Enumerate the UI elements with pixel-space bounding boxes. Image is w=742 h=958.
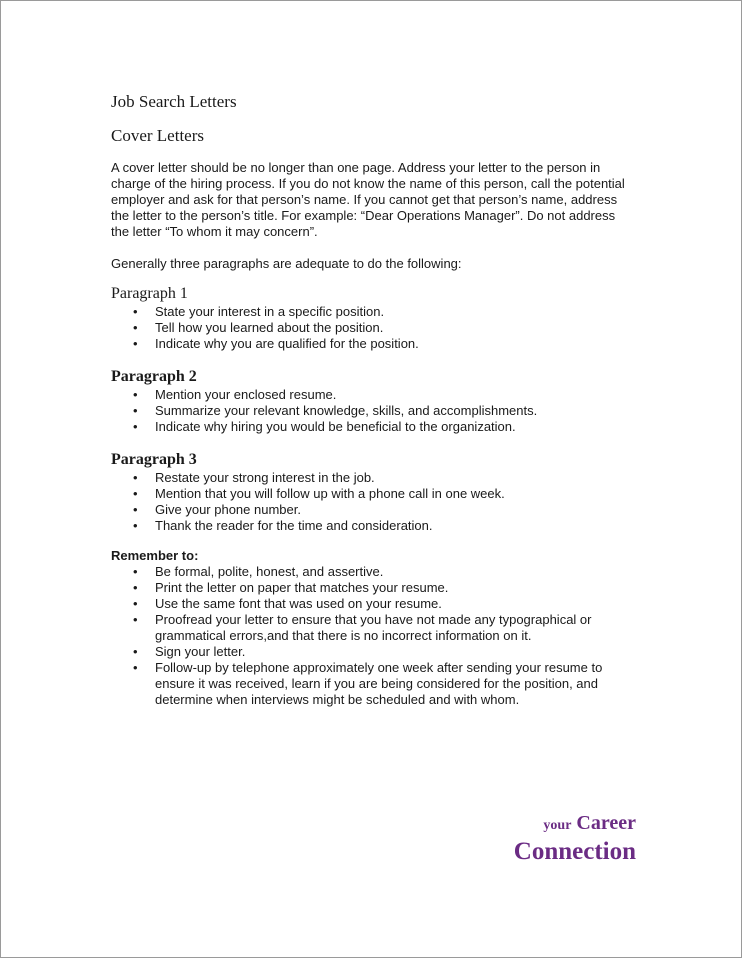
remember-heading: Remember to: — [111, 548, 199, 563]
logo-word-connection: Connection — [513, 838, 636, 865]
bullet-icon: • — [133, 304, 138, 319]
logo-word-career: Career — [576, 812, 636, 834]
bullet-icon: • — [133, 564, 138, 579]
list-item: • Mention your enclosed resume. — [133, 387, 337, 402]
document-body — [111, 89, 641, 708]
paragraph-3-list — [111, 470, 641, 534]
list-item: • Proofread your letter to ensure that you have not made any typographical or grammatical errors,and that there is no incorrect information on it. — [133, 612, 592, 643]
paragraph-2-list — [111, 387, 641, 435]
paragraph-2-heading: Paragraph 2 — [111, 368, 197, 385]
bullet-icon: • — [133, 596, 138, 611]
list-item: • Indicate why hiring you would be beneficial to the organization. — [133, 419, 516, 434]
bullet-icon: • — [133, 580, 138, 595]
list-item: • Print the letter on paper that matches your resume. — [133, 580, 449, 595]
logo-word-your: your — [543, 818, 572, 833]
paragraph-3-heading: Paragraph 3 — [111, 451, 197, 468]
paragraph-1-heading: Paragraph 1 — [111, 285, 188, 302]
bullet-icon: • — [133, 403, 138, 418]
list-item: • Thank the reader for the time and consideration. — [133, 518, 433, 533]
generally-text: Generally three paragraphs are adequate to do the following: — [111, 256, 462, 271]
bullet-icon: • — [133, 612, 138, 627]
bullet-icon: • — [133, 419, 138, 434]
remember-list — [111, 564, 641, 708]
list-item: • Restate your strong interest in the job. — [133, 470, 375, 485]
list-item: • Be formal, polite, honest, and assertive. — [133, 564, 384, 579]
list-item: • Give your phone number. — [133, 502, 301, 517]
bullet-icon: • — [133, 518, 138, 533]
list-item: • Sign your letter. — [133, 644, 246, 659]
list-item: • Tell how you learned about the position. — [133, 320, 384, 335]
paragraph-1-list — [111, 304, 641, 352]
bullet-icon: • — [133, 387, 138, 402]
list-item: • Summarize your relevant knowledge, skills, and accomplishments. — [133, 403, 538, 418]
list-item: • Mention that you will follow up with a phone call in one week. — [133, 486, 505, 501]
bullet-icon: • — [133, 660, 138, 675]
list-item: • State your interest in a specific position. — [133, 304, 385, 319]
section-title: Cover Letters — [111, 126, 204, 145]
bullet-icon: • — [133, 470, 138, 485]
bullet-icon: • — [133, 320, 138, 335]
bullet-icon: • — [133, 336, 138, 351]
bullet-icon: • — [133, 644, 138, 659]
document-title: Job Search Letters — [111, 92, 237, 111]
career-connection-logo — [511, 811, 636, 866]
bullet-icon: • — [133, 486, 138, 501]
intro-paragraph: A cover letter should be no longer than one page. Address your letter to the person in charge of the hiring process. If you do not know the name of this person, call the potential employer and ask for that person’s name. If you cannot get that person’s name, address the letter to the person’s title. For example: “Dear Operations Manager”. Do not address the letter “To whom it may concern”. — [111, 160, 625, 239]
bullet-icon: • — [133, 502, 138, 517]
list-item: • Indicate why you are qualified for the position. — [133, 336, 419, 351]
list-item: • Use the same font that was used on your resume. — [133, 596, 442, 611]
list-item: • Follow-up by telephone approximately one week after sending your resume to ensure it was received, learn if you are being considered for the position, and determine when interviews might be scheduled and with whom. — [133, 660, 603, 707]
